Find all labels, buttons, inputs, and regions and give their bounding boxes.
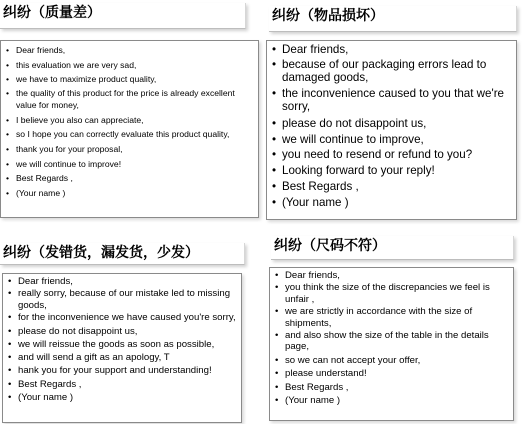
panel-damaged-list: [270, 42, 514, 211]
list-item: • Best Regards ,: [4, 171, 256, 186]
list-item: • thank you for your proposal,: [4, 142, 256, 157]
panel-quality-title: 纠纷（质量差）: [0, 3, 246, 29]
list-item: • I believe you also can appreciate,: [4, 113, 256, 128]
list-item: • for the inconvenience we have caused you're sorry,: [6, 312, 239, 324]
list-item: • (Your name ): [4, 186, 256, 201]
list-item: • and will send a gift as an apology, T: [6, 351, 239, 364]
panel-quality-list: [4, 43, 256, 200]
list-item: • so I hope you can correctly evaluate this product quality,: [4, 127, 256, 142]
list-item: • so we can not accept your offer,: [273, 354, 511, 367]
list-item: • (Your name ): [273, 394, 511, 407]
list-item: • the quality of this product for the price is already excellent value for money,: [4, 87, 256, 113]
panel-wrong-shipment-list: [6, 275, 239, 404]
list-item: • you need to resend or refund to you?: [270, 147, 514, 163]
list-item: • Dear friends,: [270, 42, 514, 58]
list-item: • Best Regards ,: [270, 179, 514, 195]
list-item: • Dear friends,: [273, 269, 511, 282]
list-item: • (Your name ): [270, 195, 514, 211]
list-item: • we will continue to improve!: [4, 157, 256, 172]
list-item: • we have to maximize product quality,: [4, 72, 256, 87]
list-item: • Looking forward to your reply!: [270, 163, 514, 179]
panel-damaged-box: [266, 40, 517, 220]
list-item: • please understand!: [273, 367, 511, 380]
list-item: • Best Regards ,: [6, 378, 239, 391]
list-item: • the inconvenience caused to you that we're sorry,: [270, 87, 514, 116]
list-item: • hank you for your support and understanding!: [6, 364, 239, 377]
list-item: • because of our packaging errors lead to damaged goods,: [270, 58, 514, 87]
list-item: • we will continue to improve,: [270, 132, 514, 148]
list-item: • and also show the size of the table in the details page,: [273, 330, 511, 354]
list-item: • you think the size of the discrepancies we feel is unfair ,: [273, 282, 511, 306]
panel-wrong-shipment-box: [2, 273, 242, 423]
list-item: • really sorry, because of our mistake led to missing goods,: [6, 288, 239, 312]
panel-size-title: 纠纷（尺码不符）: [271, 236, 514, 260]
list-item: • we are strictly in accordance with the size of shipments,: [273, 306, 511, 330]
list-item: • Best Regards ,: [273, 381, 511, 394]
panel-wrong-shipment-title: 纠纷（发错货，漏发货，少发）: [0, 243, 245, 265]
list-item: • please do not disappoint us,: [270, 116, 514, 132]
panel-size-box: [269, 267, 514, 421]
panel-damaged-title: 纠纷（物品损坏）: [269, 6, 517, 32]
list-item: • please do not disappoint us,: [6, 325, 239, 338]
list-item: • Dear friends,: [4, 43, 256, 58]
list-item: • (Your name ): [6, 391, 239, 404]
list-item: • we will reissue the goods as soon as possible,: [6, 338, 239, 351]
list-item: • this evaluation we are very sad,: [4, 58, 256, 73]
panel-quality-box: [0, 40, 259, 218]
list-item: • Dear friends,: [6, 275, 239, 288]
panel-size-list: [273, 269, 511, 407]
